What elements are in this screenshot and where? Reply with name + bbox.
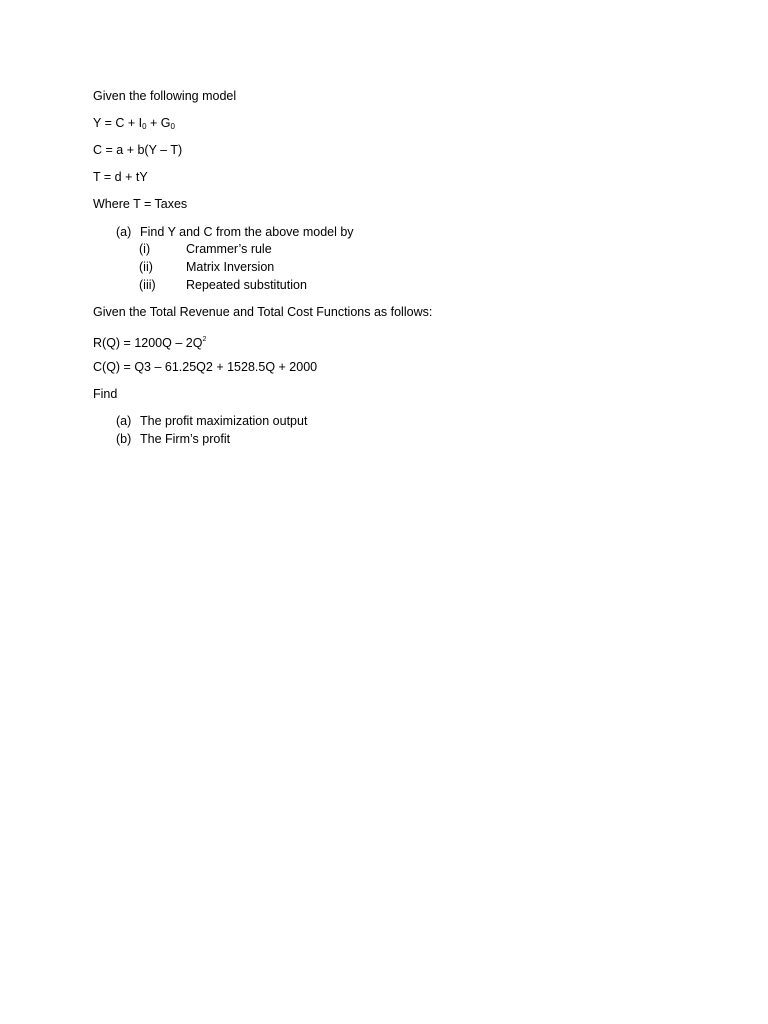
find-item	[116, 413, 307, 429]
revenue-function	[93, 332, 206, 351]
find-heading	[93, 386, 117, 402]
method-item-text: Matrix Inversion	[186, 260, 275, 274]
equation-y	[93, 115, 175, 135]
find-heading-text: Find	[93, 387, 118, 401]
method-item-marker: (i)	[139, 242, 151, 256]
method-item-text: Crammer’s rule	[186, 242, 272, 256]
method-item	[139, 259, 274, 275]
find-item-marker: (b)	[116, 432, 132, 446]
cost-function-text: C(Q) = Q3 – 61.25Q2 + 1528.5Q + 2000	[93, 360, 318, 374]
method-item	[139, 241, 272, 257]
equation-t-text: T = d + tY	[93, 170, 148, 184]
functions-intro	[93, 304, 432, 320]
equation-c	[93, 142, 182, 158]
equation-t	[93, 169, 148, 185]
equation-y-mid: + G	[146, 116, 171, 130]
revenue-function-text: R(Q) = 1200Q – 2Q	[93, 336, 203, 350]
question-a-text: Find Y and C from the above model by	[140, 225, 354, 239]
find-item-text: The Firm’s profit	[140, 432, 231, 446]
functions-intro-text: Given the Total Revenue and Total Cost Functions as follows:	[93, 305, 433, 319]
method-item-text: Repeated substitution	[186, 278, 307, 292]
method-item-marker: (iii)	[139, 278, 156, 292]
equation-y-subscript-i: 0	[142, 122, 147, 131]
revenue-function-exponent: 2	[202, 336, 207, 343]
equation-y-prefix: Y = C + I	[93, 116, 143, 130]
method-item-marker: (ii)	[139, 260, 153, 274]
model-intro-text: Given the following model	[93, 89, 237, 103]
find-item-text: The profit maximization output	[140, 414, 308, 428]
model-intro	[93, 88, 236, 104]
cost-function	[93, 359, 317, 375]
where-clause	[93, 196, 187, 212]
find-item-marker: (a)	[116, 414, 132, 428]
equation-c-text: C = a + b(Y – T)	[93, 143, 183, 157]
question-a	[116, 224, 354, 240]
find-item	[116, 431, 230, 447]
question-a-marker: (a)	[116, 225, 132, 239]
method-item	[139, 277, 307, 293]
equation-y-subscript-g: 0	[170, 122, 175, 131]
where-clause-text: Where T = Taxes	[93, 197, 188, 211]
